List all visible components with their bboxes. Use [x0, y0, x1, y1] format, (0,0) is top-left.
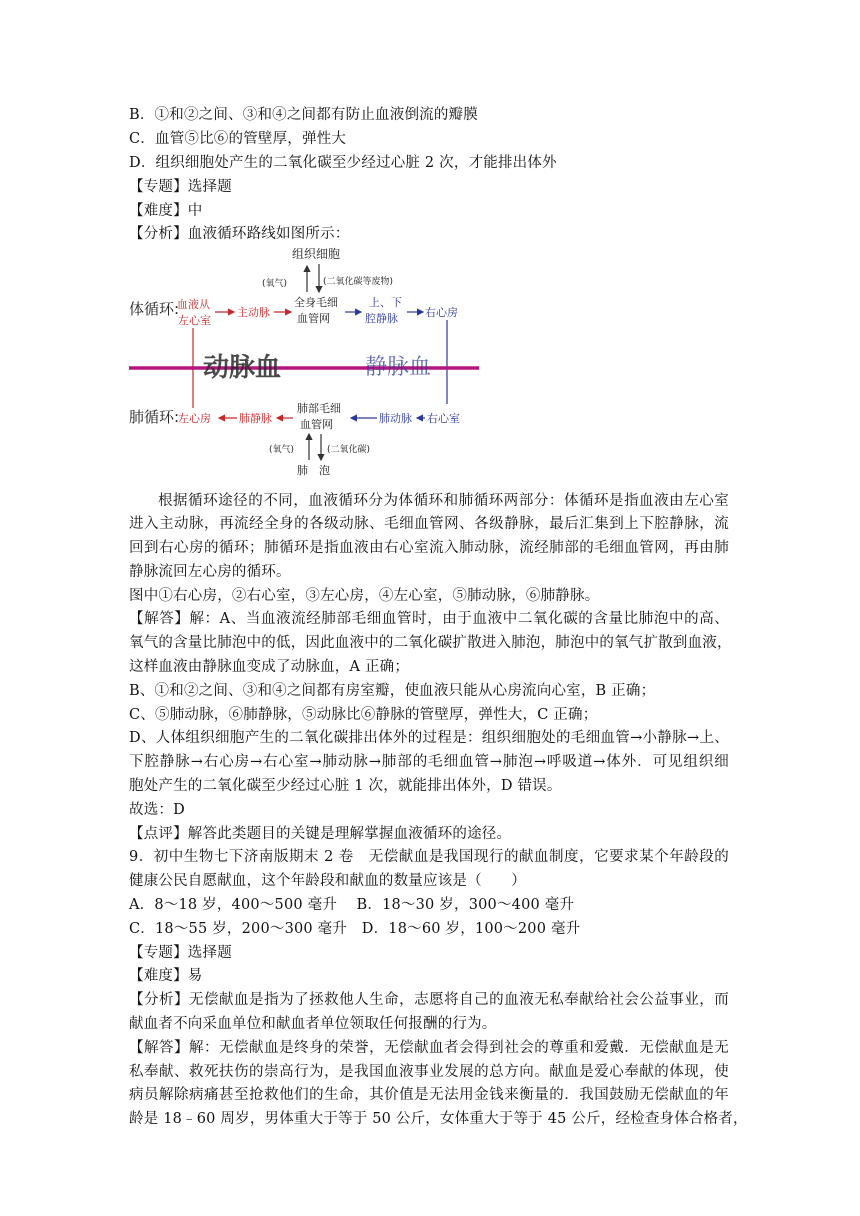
venous-blood-label: 静脉血	[365, 355, 432, 380]
answer-line-7: 下腔静脉→右心房→右心室→肺动脉→肺部的毛细血管→肺泡→呼吸道→体外．可见组织细	[129, 754, 729, 770]
q9-stem-1: 9．初中生物七下济南版期末 2 卷 无偿献血是我国现行的献血制度，它要求某个年龄段的	[129, 849, 729, 865]
body-capillary-label-1: 全身毛细	[294, 296, 338, 309]
aorta-label: 主动脉	[237, 306, 270, 319]
q9-difficulty: 【难度】易	[129, 968, 203, 984]
answer-line-3: 这样血液由静脉血变成了动脉血，A 正确；	[129, 659, 410, 675]
pulmonary-vein-label: 肺静脉	[239, 412, 272, 425]
q8-analysis-intro: 【分析】血液循环路线如图所示：	[129, 226, 350, 242]
analysis-line-3: 回到右心房的循环；肺循环是指血液由右心室流入肺动脉，流经肺部的毛细血管网，再由肺	[129, 540, 729, 556]
lung-capillary-label-1: 肺部毛细	[297, 402, 341, 415]
q8-difficulty: 【难度】中	[129, 203, 203, 219]
q9-analysis-line-1: 【分析】无偿献血是指为了拯救他人生命，志愿将自己的血液无私奉献给社会公益事业，而	[129, 992, 729, 1008]
q9-analysis-line-2: 献血者不向采血单位和献血者单位领取任何报酬的行为。	[129, 1016, 497, 1032]
blood-from-label: 血液从	[177, 298, 210, 311]
option-d-prev: D．组织细胞处产生的二氧化碳至少经过心脏 2 次，才能排出体外	[129, 155, 557, 171]
q9-answer-line-4: 龄是 18﹣60 周岁，男体重大于等于 50 公斤，女体重大于等于 45 公斤，经检查身体合格者，	[129, 1111, 748, 1127]
pulmonary-artery-label: 肺动脉	[379, 412, 412, 425]
q9-topic: 【专题】选择题	[129, 945, 232, 961]
oxygen-label-bottom: (氧气)	[269, 445, 295, 455]
right-ventricle-label: 右心室	[427, 412, 460, 425]
answer-line-1: 【解答】解：A、当血液流经肺部毛细血管时，由于血液中二氧化碳的含量比肺泡中的高、	[129, 611, 729, 627]
analysis-line-4: 静脉流回左心房的循环。	[129, 564, 291, 580]
answer-line-4: B、①和②之间、③和④之间都有房室瓣，使血液只能从心房流向心室，B 正确；	[129, 683, 656, 699]
tissue-cells-label: 组织细胞	[292, 247, 341, 261]
q9-options-ab: A．8～18 岁，400～500 毫升 B．18～30 岁，300～400 毫升	[129, 897, 575, 913]
systemic-circulation-label: 体循环:	[129, 300, 180, 318]
left-atrium-label: 左心房	[178, 412, 211, 425]
q8-comment: 【点评】解答此类题目的关键是理解掌握血液循环的途径。	[129, 826, 512, 842]
option-b-prev: B．①和②之间、③和④之间都有防止血液倒流的瓣膜	[129, 107, 478, 123]
right-atrium-label: 右心房	[425, 306, 458, 319]
co2-waste-label: (二氧化碳等废物)	[323, 277, 394, 287]
vena-cava-label-1: 上、下	[369, 296, 402, 309]
blood-circulation-diagram	[129, 240, 479, 476]
answer-line-5: C、⑤肺动脉，⑥肺静脉，⑤动脉比⑥静脉的管壁厚，弹性大，C 正确；	[129, 707, 598, 723]
figure-note: 图中①右心房，②右心室，③左心房，④左心室，⑤肺动脉，⑥肺静脉。	[129, 588, 600, 604]
analysis-line-1: 根据循环途径的不同，血液循环分为体循环和肺循环两部分：体循环是指血液由左心室	[158, 493, 729, 509]
option-c-prev: C．血管⑤比⑥的管壁厚，弹性大	[129, 131, 347, 147]
pulmonary-circulation-label: 肺循环:	[129, 408, 180, 426]
q8-topic: 【专题】选择题	[129, 179, 232, 195]
alveoli-label: 肺 泡	[297, 464, 330, 476]
body-capillary-label-2: 血管网	[297, 312, 330, 325]
q9-answer-line-3: 病员解除病痛甚至抢救他们的生命，其价值是无法用金钱来衡量的．我国鼓励无偿献血的年	[129, 1087, 729, 1103]
analysis-line-2: 进入主动脉，再流经全身的各级动脉、毛细血管网、各级静脉，最后汇集到上下腔静脉，流	[129, 516, 729, 532]
lung-capillary-label-2: 血管网	[300, 418, 333, 431]
co2-label-bottom: (二氧化碳)	[327, 445, 371, 455]
q8-choice: 故选：D	[129, 802, 185, 818]
answer-line-6: D、人体组织细胞产生的二氧化碳排出体外的过程是：组织细胞处的毛细血管→小静脉→上、	[129, 730, 729, 746]
q9-answer-line-2: 私奉献、救死扶伤的崇高行为，是我国血液事业发展的总方向。献血是爱心奉献的体现，使	[129, 1064, 729, 1080]
oxygen-label-top: (氧气)	[262, 279, 288, 289]
answer-line-2: 氧气的含量比肺泡中的低，因此血液中的二氧化碳扩散进入肺泡，肺泡中的氧气扩散到血液，	[129, 635, 732, 651]
arterial-blood-label: 动脉血	[203, 353, 282, 383]
vena-cava-label-2: 腔静脉	[365, 312, 398, 325]
left-ventricle-label: 左心室	[178, 314, 211, 327]
answer-line-8: 胞处产生的二氧化碳至少经过心脏 1 次，就能排出体外，D 错误。	[129, 778, 562, 794]
q9-answer-line-1: 【解答】解：无偿献血是终身的荣誉，无偿献血者会得到社会的尊重和爱戴．无偿献血是无	[129, 1040, 729, 1056]
q9-stem-2: 健康公民自愿献血，这个年龄段和献血的数量应该是（ ）	[129, 873, 526, 889]
q9-options-cd: C．18～55 岁，200～300 毫升 D．18～60 岁，100～200 毫升	[129, 921, 581, 937]
